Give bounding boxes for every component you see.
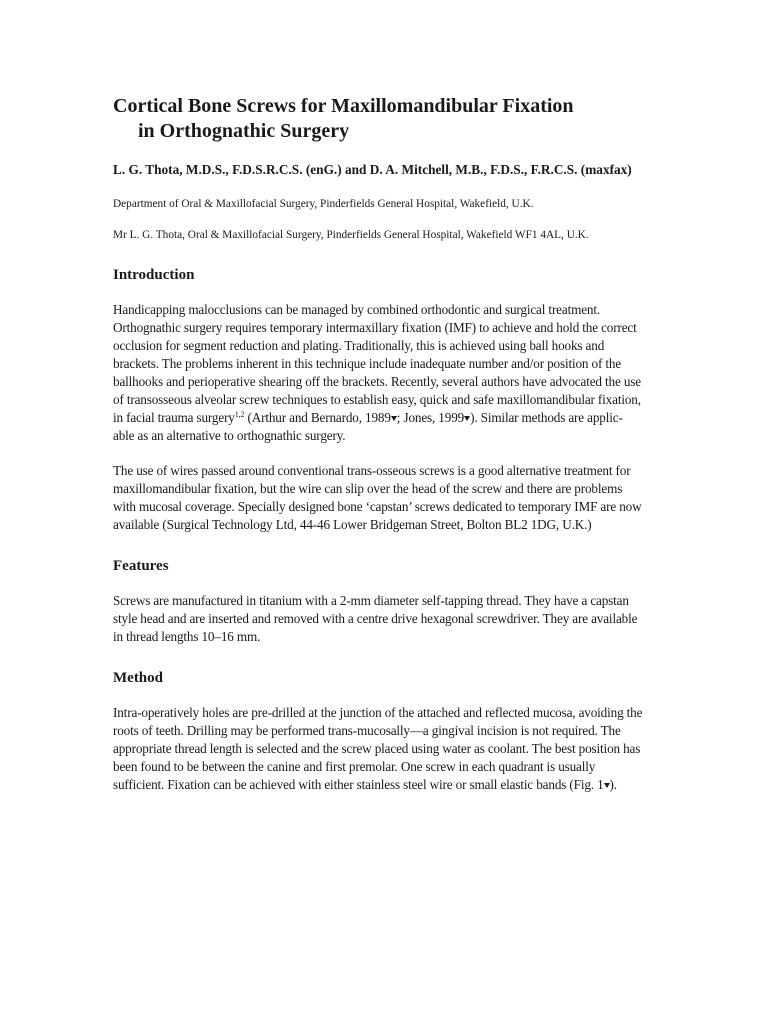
affiliation-department: Department of Oral & Maxillofacial Surgery, Pinderfields General Hospital, Wakefield, U.K. <box>113 198 534 210</box>
features-paragraph: Screws are manufactured in titanium with a 2-mm diameter self-tapping thread. They have a capstan style head and are inserted and removed with a centre drive hexagonal screwdriver. They are available in thread lengths 10–16 mm. <box>113 593 638 644</box>
intro-text-1: Handicapping malocclusions can be managed by combined orthodontic and surgical treatment. Orthognathic surgery requires temporary intermaxillary fixation (IMF) to achieve and hold the correct occlusion for segment reduction and plating. Traditionally, this is achieved using ball hooks and brackets. The problems inherent in this technique include inadequate number and/or position of the ballhooks and perioperative shearing off the brackets. Recently, several authors have advocated the use of transosseous alveolar screw techniques to establish easy, quick and safe maxillomandibular fixation, in facial trauma surgery <box>113 302 641 425</box>
intro-text-4: ). Similar methods are applic-able as an alternative to orthognathic surgery. <box>113 410 623 443</box>
article <box>113 94 643 794</box>
intro-text-2: (Arthur and Bernardo, 1989 <box>244 410 391 425</box>
author-list: L. G. Thota, M.D.S., F.D.S.R.C.S. (enG.) and D. A. Mitchell, M.B., F.D.S., F.R.C.S. (maxfax) <box>113 162 632 177</box>
introduction-paragraph-2: The use of wires passed around conventional trans-osseous screws is a good alternative treatment for maxillomandibular fixation, but the wire can slip over the head of the screw and there are problems with mucosal coverage. Specially designed bone ‘capstan’ screws dedicated to temporary IMF are now available (Surgical Technology Ltd, 44-46 Lower Bridgeman Street, Bolton BL2 1DG, U.K.) <box>113 463 642 532</box>
introduction-paragraph-1 <box>113 301 643 445</box>
citation-superscript[interactable]: 1,2 <box>234 410 245 419</box>
figure-link-icon[interactable] <box>604 783 610 789</box>
method-text-1: Intra-operatively holes are pre-drilled at the junction of the attached and reflected mucosa, avoiding the roots of teeth. Drilling may be performed trans-mucosally—a gingival incision is not required. The appropriate thread length is selected and the screw placed using water as coolant. The best position has been found to be between the canine and first premolar. One screw in each quadrant is usually sufficient. Fixation can be achieved with either stainless steel wire or small elastic bands (Fig. 1 <box>113 705 643 792</box>
article-title <box>113 94 643 144</box>
affiliation-correspondence: Mr L. G. Thota, Oral & Maxillofacial Surgery, Pinderfields General Hospital, Wakefield WF1 4AL, U.K. <box>113 229 589 241</box>
method-text-2: ). <box>609 777 617 792</box>
heading-method: Method <box>113 670 163 686</box>
article-title-line2: in Orthognathic Surgery <box>138 120 350 142</box>
reference-link-icon[interactable] <box>391 416 397 422</box>
reference-link-icon[interactable] <box>464 416 470 422</box>
heading-introduction: Introduction <box>113 267 195 283</box>
method-paragraph <box>113 704 643 794</box>
heading-features: Features <box>113 558 169 574</box>
intro-text-3: ; Jones, 1999 <box>396 410 465 425</box>
article-title-line1: Cortical Bone Screws for Maxillomandibular Fixation <box>113 95 574 117</box>
